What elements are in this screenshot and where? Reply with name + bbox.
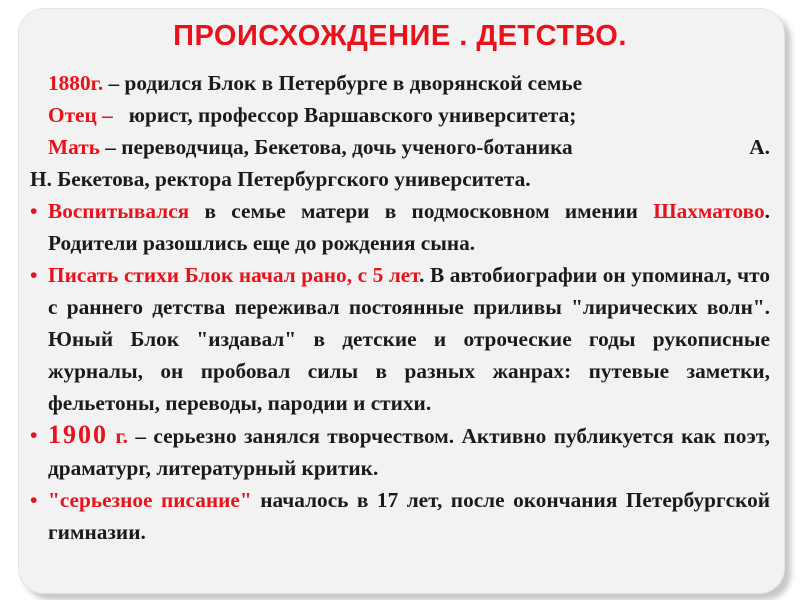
serious-writing-text: началось в 17 лет, после окончания Петербургской гимназии. xyxy=(48,488,770,544)
serious-writing-label: "серьезное писание" xyxy=(48,488,252,512)
father-label: Отец – xyxy=(48,103,113,127)
year-suffix: г. xyxy=(108,424,128,448)
father-text: юрист, профессор Варшавского университета; xyxy=(112,103,577,127)
estate-name: Шахматово xyxy=(653,199,765,223)
intro-line-mother xyxy=(48,131,770,163)
bullet-early-poems xyxy=(30,259,770,419)
parents-text: . Родители разошлись еще до рождения сына. xyxy=(48,199,770,255)
intro-line-birth xyxy=(48,67,770,99)
year-1900: 1900 xyxy=(48,420,108,449)
upbringing-label: Воспитывался xyxy=(48,199,190,223)
intro-line-father xyxy=(48,99,770,131)
bullet-upbringing xyxy=(30,195,770,259)
bullet-1900 xyxy=(30,419,770,484)
slide-title: ПРОИСХОЖДЕНИЕ . ДЕТСТВО. xyxy=(173,20,627,52)
slide-body xyxy=(30,67,770,548)
creative-text: – серьезно занялся творчеством. Активно публикуется как поэт, драматург, литературный критик. xyxy=(48,424,770,480)
early-poems-label: Писать стихи Блок начал рано, с 5 лет xyxy=(48,263,420,287)
intro-block xyxy=(30,67,770,163)
intro-line-beketov: Н. Бекетова, ректора Петербургского университета. xyxy=(30,167,531,191)
birth-year: 1880г. xyxy=(48,71,104,95)
mother-text-tail: А. xyxy=(749,135,770,159)
birth-text: – родился Блок в Петербурге в дворянской семье xyxy=(103,71,583,95)
bullet-serious-writing xyxy=(30,484,770,548)
upbringing-text: в семье матери в подмосковном имении xyxy=(189,199,654,223)
mother-label: Мать xyxy=(48,135,100,159)
early-poems-text: . В автобиографии он упоминал, что с раннего детства переживал постоянные приливы "лирических волн". Юный Блок "издавал" в детские и отроческие годы рукописные журналы, он пробовал силы в разных жанрах: путевые заметки, фельетоны, переводы, пародии и стихи. xyxy=(48,263,771,415)
mother-text: – переводчица, Бекетова, дочь ученого-ботаника xyxy=(99,135,573,159)
